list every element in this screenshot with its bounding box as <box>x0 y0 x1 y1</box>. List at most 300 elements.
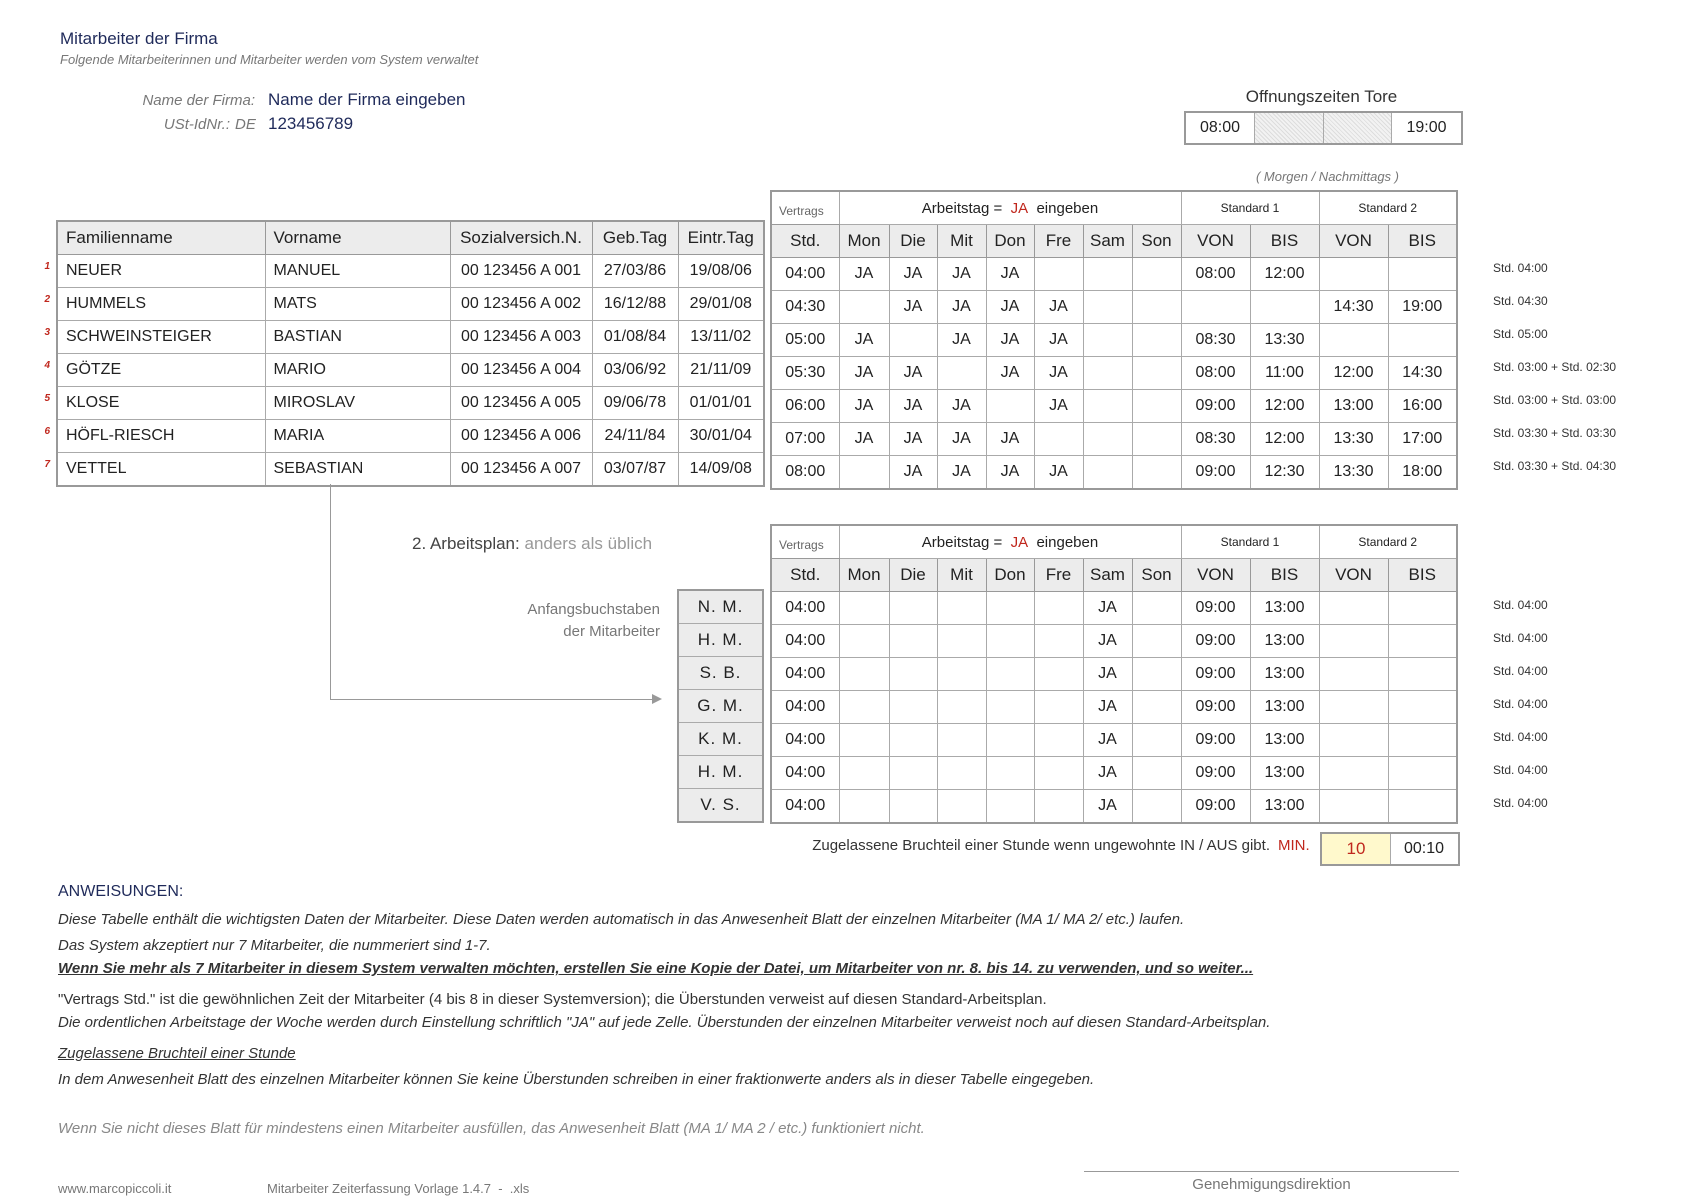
schedule2-day-cell[interactable] <box>986 658 1034 691</box>
employee-entry-date[interactable]: 30/01/04 <box>678 420 764 453</box>
employee-birth-date[interactable]: 03/06/92 <box>592 354 678 387</box>
employee-birth-date[interactable]: 01/08/84 <box>592 321 678 354</box>
employee-first-name[interactable]: MARIA <box>265 420 450 453</box>
col-day: Mon <box>839 225 889 258</box>
gates-note: ( Morgen / Nachmittags ) <box>1255 169 1399 184</box>
schedule2-row <box>771 691 1457 724</box>
employee-sv-number[interactable]: 00 123456 A 004 <box>450 354 592 387</box>
schedule-time-cell[interactable]: 08:00 <box>1181 258 1250 291</box>
schedule-row <box>771 357 1457 390</box>
schedule2-time-cell[interactable] <box>1319 790 1388 824</box>
schedule2-time-cell[interactable]: 09:00 <box>1181 658 1250 691</box>
schedule-day-cell[interactable]: JA <box>937 390 986 423</box>
schedule2-day-cell[interactable] <box>889 790 937 824</box>
schedule2-day-cell[interactable] <box>889 757 937 790</box>
schedule2-day-cell[interactable] <box>937 592 986 625</box>
employee-last-name[interactable]: SCHWEINSTEIGER <box>57 321 265 354</box>
footer-website[interactable]: www.marcopiccoli.it <box>58 1181 172 1196</box>
schedule2-time-cell[interactable] <box>1319 625 1388 658</box>
schedule2-time-cell[interactable]: 13:00 <box>1250 790 1319 824</box>
footer-product: Mitarbeiter Zeiterfassung Vorlage 1.4.7 - .xls <box>267 1181 530 1196</box>
instructions-title: ANWEISUNGEN: <box>58 883 184 900</box>
instruction-p7: In dem Anwesenheit Blatt des einzelnen Mitarbeiter können Sie keine Überstunden schreiben in einer fraktionwerte anders als in dieser Tabelle eingegeben. <box>58 1071 1095 1088</box>
schedule2-time-cell[interactable]: 09:00 <box>1181 592 1250 625</box>
schedule-row <box>771 291 1457 324</box>
schedule2-day-cell[interactable] <box>839 592 889 625</box>
schedule2-time-cell[interactable] <box>1388 658 1457 691</box>
schedule-time-cell[interactable]: 13:00 <box>1319 390 1388 423</box>
employee-first-name[interactable]: SEBASTIAN <box>265 453 450 487</box>
schedule2-time-cell[interactable]: 13:00 <box>1250 625 1319 658</box>
schedule2-time-cell[interactable] <box>1388 790 1457 824</box>
schedule2-day-cell[interactable] <box>937 724 986 757</box>
schedule2-day-cell[interactable] <box>839 658 889 691</box>
employee-row <box>57 420 764 453</box>
schedule-time-cell[interactable] <box>1319 324 1388 357</box>
schedule-day-cell[interactable]: JA <box>839 357 889 390</box>
schedule2-day-cell[interactable] <box>839 790 889 824</box>
schedule2-time-cell[interactable]: 13:00 <box>1250 658 1319 691</box>
schedule2-day-cell[interactable] <box>1034 724 1083 757</box>
schedule-day-cell[interactable]: JA <box>937 423 986 456</box>
schedule2-day-cell[interactable] <box>1132 658 1181 691</box>
schedule-day-cell[interactable]: JA <box>986 291 1034 324</box>
gates-open[interactable]: 08:00 <box>1186 113 1255 143</box>
schedule2-day-cell[interactable] <box>1132 757 1181 790</box>
col-day: Fre <box>1034 225 1083 258</box>
schedule2-day-cell[interactable] <box>1132 592 1181 625</box>
schedule2-day-cell[interactable] <box>889 625 937 658</box>
schedule2-time-cell[interactable]: 09:00 <box>1181 790 1250 824</box>
schedule2-day-cell[interactable] <box>839 625 889 658</box>
col-von: VON <box>1181 225 1250 258</box>
schedule2-day-cell[interactable] <box>937 757 986 790</box>
employee-sv-number[interactable]: 00 123456 A 001 <box>450 255 592 288</box>
employee-last-name[interactable]: KLOSE <box>57 387 265 420</box>
schedule-day-cell[interactable]: JA <box>986 324 1034 357</box>
schedule-time-cell[interactable]: 12:00 <box>1319 357 1388 390</box>
initials-row <box>678 590 763 624</box>
schedule-day-cell[interactable] <box>1132 456 1181 490</box>
col-day: Sam <box>1083 225 1132 258</box>
schedule2-time-cell[interactable] <box>1319 658 1388 691</box>
schedule-day-cell[interactable] <box>1034 423 1083 456</box>
employee-birth-date[interactable]: 03/07/87 <box>592 453 678 487</box>
schedule-day-cell[interactable]: JA <box>839 324 889 357</box>
schedule2-day-cell[interactable]: JA <box>1083 724 1132 757</box>
schedule2-time-cell[interactable] <box>1319 592 1388 625</box>
schedule2-day-cell[interactable] <box>1034 790 1083 824</box>
schedule-std[interactable]: 04:00 <box>771 258 839 291</box>
schedule2-std[interactable]: 04:00 <box>771 757 839 790</box>
row-hours-note: Std. 04:00 <box>1493 261 1548 275</box>
schedule-day-cell[interactable]: JA <box>889 291 937 324</box>
schedule2-day-cell[interactable] <box>1132 790 1181 824</box>
employee-entry-date[interactable]: 19/08/06 <box>678 255 764 288</box>
employee-first-name[interactable]: MANUEL <box>265 255 450 288</box>
arbeitstag-ja: JA <box>1010 199 1029 217</box>
schedule-time-cell[interactable]: 14:30 <box>1319 291 1388 324</box>
schedule2-header-row <box>771 559 1457 592</box>
employee-birth-date[interactable]: 24/11/84 <box>592 420 678 453</box>
schedule2-day-cell[interactable] <box>1034 625 1083 658</box>
row-hours-note: Std. 04:00 <box>1493 763 1548 777</box>
instruction-p6: Zugelassene Bruchteil einer Stunde <box>58 1045 296 1062</box>
employee-first-name[interactable]: MATS <box>265 288 450 321</box>
schedule-day-cell[interactable] <box>1083 390 1132 423</box>
plan2-title <box>412 534 652 554</box>
schedule2-day-cell[interactable]: JA <box>1083 625 1132 658</box>
schedule2-day-cell[interactable] <box>937 625 986 658</box>
schedule-time-cell[interactable]: 13:30 <box>1250 324 1319 357</box>
schedule-day-cell[interactable]: JA <box>1034 390 1083 423</box>
initials-cell[interactable]: V. S. <box>678 789 763 823</box>
schedule2-day-cell[interactable] <box>986 724 1034 757</box>
blank-cell <box>771 191 839 225</box>
schedule-day-cell[interactable] <box>1083 258 1132 291</box>
employee-last-name[interactable]: HUMMELS <box>57 288 265 321</box>
schedule2-std[interactable]: 04:00 <box>771 592 839 625</box>
schedule-day-cell[interactable] <box>1132 258 1181 291</box>
employee-entry-date[interactable]: 21/11/09 <box>678 354 764 387</box>
schedule-time-cell[interactable]: 16:00 <box>1388 390 1457 423</box>
employee-sv-number[interactable]: 00 123456 A 003 <box>450 321 592 354</box>
row-hours-note: Std. 03:30 + Std. 03:30 <box>1493 426 1617 440</box>
schedule2-time-cell[interactable] <box>1388 625 1457 658</box>
col-sozial: Sozialversich.N. <box>450 221 592 255</box>
initials-row <box>678 624 763 657</box>
schedule-time-cell[interactable] <box>1181 291 1250 324</box>
row-hours-note: Std. 04:30 <box>1493 294 1548 308</box>
schedule2-time-cell[interactable]: 13:00 <box>1250 757 1319 790</box>
row-number: 3 <box>44 327 50 338</box>
schedule2-day-cell[interactable] <box>839 724 889 757</box>
arbeitstag-pre: Arbeitstag = <box>921 533 1003 551</box>
schedule-time-cell[interactable]: 14:30 <box>1388 357 1457 390</box>
schedule2-std[interactable]: 04:00 <box>771 724 839 757</box>
schedule2-row <box>771 592 1457 625</box>
page-subtitle: Folgende Mitarbeiterinnen und Mitarbeiter werden vom System verwaltet <box>60 52 479 67</box>
schedule-row <box>771 324 1457 357</box>
initials-cell[interactable]: N. M. <box>678 590 763 624</box>
schedule-std[interactable]: 08:00 <box>771 456 839 490</box>
schedule-time-cell[interactable] <box>1319 258 1388 291</box>
row-number: 6 <box>44 426 50 437</box>
schedule2-day-cell[interactable]: JA <box>1083 691 1132 724</box>
arbeitstag-header-2 <box>839 525 1181 559</box>
schedule-day-cell[interactable] <box>839 456 889 490</box>
schedule2-day-cell[interactable] <box>1034 592 1083 625</box>
initials-label-1: Anfangsbuchstaben <box>527 601 660 618</box>
col-geb: Geb.Tag <box>592 221 678 255</box>
schedule2-day-cell[interactable] <box>1034 757 1083 790</box>
schedule-day-cell[interactable] <box>1132 357 1181 390</box>
schedule2-day-cell[interactable] <box>937 691 986 724</box>
standard2-header: Standard 2 <box>1319 191 1457 225</box>
standard2-header-2: Standard 2 <box>1319 525 1457 559</box>
schedule-time-cell[interactable]: 12:30 <box>1250 456 1319 490</box>
schedule-std[interactable]: 04:30 <box>771 291 839 324</box>
schedule-std[interactable]: 05:30 <box>771 357 839 390</box>
employee-entry-date[interactable]: 14/09/08 <box>678 453 764 487</box>
schedule2-time-cell[interactable]: 09:00 <box>1181 691 1250 724</box>
col-std: Std. <box>771 559 839 592</box>
employee-sv-number[interactable]: 00 123456 A 007 <box>450 453 592 487</box>
schedule2-day-cell[interactable] <box>889 658 937 691</box>
schedule2-day-cell[interactable] <box>1034 691 1083 724</box>
company-field[interactable]: Name der Firma eingeben <box>268 90 466 109</box>
schedule-day-cell[interactable]: JA <box>937 456 986 490</box>
employee-entry-date[interactable]: 01/01/01 <box>678 387 764 420</box>
schedule2-day-cell[interactable] <box>986 625 1034 658</box>
gates-close[interactable]: 19:00 <box>1406 119 1447 136</box>
schedule-day-cell[interactable]: JA <box>889 456 937 490</box>
employee-birth-date[interactable]: 09/06/78 <box>592 387 678 420</box>
row-hours-note: Std. 04:00 <box>1493 697 1548 711</box>
schedule-day-cell[interactable]: JA <box>889 357 937 390</box>
employee-header-row <box>57 221 764 255</box>
schedule-header-row <box>771 225 1457 258</box>
initials-cell[interactable]: S. B. <box>678 657 763 690</box>
schedule-time-cell[interactable]: 13:30 <box>1319 423 1388 456</box>
employee-first-name[interactable]: MIROSLAV <box>265 387 450 420</box>
schedule2-row <box>771 724 1457 757</box>
schedule-day-cell[interactable]: JA <box>986 423 1034 456</box>
employee-row <box>57 354 764 387</box>
schedule2-day-cell[interactable] <box>986 691 1034 724</box>
schedule-time-cell[interactable]: 12:00 <box>1250 390 1319 423</box>
schedule2-day-cell[interactable]: JA <box>1083 658 1132 691</box>
schedule-day-cell[interactable]: JA <box>889 258 937 291</box>
schedule-day-cell[interactable]: JA <box>839 390 889 423</box>
schedule2-time-cell[interactable] <box>1388 724 1457 757</box>
standard1-header: Standard 1 <box>1181 191 1319 225</box>
fraction-min-input[interactable]: 10 <box>1320 832 1391 866</box>
schedule-day-cell[interactable] <box>1132 324 1181 357</box>
instruction-p4: "Vertrags Std." ist die gewöhnlichen Zeit der Mitarbeiter (4 bis 8 in dieser Systemversion); die Überstunden verweist auf diesen Standard-Arbeitsplan. <box>58 991 1047 1008</box>
schedule2-day-cell[interactable] <box>889 691 937 724</box>
schedule2-std[interactable]: 04:00 <box>771 625 839 658</box>
schedule2-time-cell[interactable] <box>1319 691 1388 724</box>
schedule-time-cell[interactable]: 18:00 <box>1388 456 1457 490</box>
schedule2-std[interactable]: 04:00 <box>771 790 839 824</box>
schedule-day-cell[interactable]: JA <box>839 423 889 456</box>
gates-box <box>1184 111 1463 145</box>
schedule2-time-cell[interactable] <box>1319 757 1388 790</box>
initials-label-2: der Mitarbeiter <box>563 623 660 640</box>
row-hours-note: Std. 04:00 <box>1493 631 1548 645</box>
schedule-day-cell[interactable]: JA <box>1034 324 1083 357</box>
schedule-day-cell[interactable] <box>1083 291 1132 324</box>
initials-table <box>677 589 764 823</box>
initials-row <box>678 756 763 789</box>
employee-last-name[interactable]: VETTEL <box>57 453 265 487</box>
schedule2-time-cell[interactable]: 13:00 <box>1250 592 1319 625</box>
initials-cell[interactable]: G. M. <box>678 690 763 723</box>
arbeitstag-pre: Arbeitstag = <box>921 199 1003 217</box>
plan2-title-main: 2. Arbeitsplan: <box>412 534 520 553</box>
col-von: VON <box>1181 559 1250 592</box>
schedule-day-cell[interactable] <box>1083 423 1132 456</box>
initials-cell[interactable]: H. M. <box>678 756 763 789</box>
row-hours-note: Std. 04:00 <box>1493 730 1548 744</box>
schedule-day-cell[interactable]: JA <box>937 324 986 357</box>
schedule2-std[interactable]: 04:00 <box>771 658 839 691</box>
row-number: 7 <box>44 459 50 470</box>
schedule-day-cell[interactable] <box>986 390 1034 423</box>
schedule-day-cell[interactable]: JA <box>986 456 1034 490</box>
schedule2-time-cell[interactable]: 09:00 <box>1181 724 1250 757</box>
schedule-time-cell[interactable]: 13:30 <box>1319 456 1388 490</box>
employee-last-name[interactable]: HÖFL-RIESCH <box>57 420 265 453</box>
schedule-time-cell[interactable] <box>1250 291 1319 324</box>
schedule-day-cell[interactable] <box>1083 456 1132 490</box>
vat-field[interactable]: 123456789 <box>268 114 354 133</box>
col-bis: BIS <box>1250 559 1319 592</box>
schedule-time-cell[interactable] <box>1388 324 1457 357</box>
schedule2-day-cell[interactable] <box>1034 658 1083 691</box>
schedule-day-cell[interactable] <box>1132 291 1181 324</box>
schedule-day-cell[interactable] <box>1132 423 1181 456</box>
schedule-day-cell[interactable]: JA <box>889 390 937 423</box>
schedule-day-cell[interactable] <box>1083 324 1132 357</box>
schedule2-day-cell[interactable] <box>1132 724 1181 757</box>
initials-row <box>678 789 763 823</box>
arbeitstag-post: eingeben <box>1036 533 1099 551</box>
schedule2-day-cell[interactable] <box>986 592 1034 625</box>
schedule-day-cell[interactable]: JA <box>1034 291 1083 324</box>
schedule-time-cell[interactable]: 08:30 <box>1181 423 1250 456</box>
employee-entry-date[interactable]: 13/11/02 <box>678 321 764 354</box>
schedule2-day-cell[interactable] <box>937 790 986 824</box>
row-number: 1 <box>44 261 50 272</box>
employee-entry-date[interactable]: 29/01/08 <box>678 288 764 321</box>
schedule-time-cell[interactable]: 08:30 <box>1181 324 1250 357</box>
initials-row <box>678 723 763 756</box>
initials-cell[interactable]: K. M. <box>678 723 763 756</box>
schedule-std[interactable]: 06:00 <box>771 390 839 423</box>
schedule2-time-cell[interactable]: 09:00 <box>1181 625 1250 658</box>
schedule-day-cell[interactable]: JA <box>1034 357 1083 390</box>
employee-sv-number[interactable]: 00 123456 A 005 <box>450 387 592 420</box>
initials-cell[interactable]: H. M. <box>678 624 763 657</box>
employee-birth-date[interactable]: 27/03/86 <box>592 255 678 288</box>
schedule2-day-cell[interactable] <box>1132 625 1181 658</box>
schedule2-day-cell[interactable] <box>986 790 1034 824</box>
col-day: Sam <box>1083 559 1132 592</box>
employee-sv-number[interactable]: 00 123456 A 006 <box>450 420 592 453</box>
employee-birth-date[interactable]: 16/12/88 <box>592 288 678 321</box>
schedule-day-cell[interactable]: JA <box>1034 456 1083 490</box>
schedule-day-cell[interactable]: JA <box>937 291 986 324</box>
employee-last-name[interactable]: GÖTZE <box>57 354 265 387</box>
schedule2-day-cell[interactable] <box>986 757 1034 790</box>
row-number: 5 <box>44 393 50 404</box>
schedule2-day-cell[interactable]: JA <box>1083 790 1132 824</box>
schedule2-day-cell[interactable] <box>1132 691 1181 724</box>
schedule-time-cell[interactable]: 12:00 <box>1250 423 1319 456</box>
employee-first-name[interactable]: MARIO <box>265 354 450 387</box>
schedule2-day-cell[interactable] <box>839 691 889 724</box>
schedule-time-cell[interactable]: 11:00 <box>1250 357 1319 390</box>
schedule-time-cell[interactable]: 09:00 <box>1181 390 1250 423</box>
employee-first-name[interactable]: BASTIAN <box>265 321 450 354</box>
schedule-day-cell[interactable]: JA <box>937 258 986 291</box>
schedule-day-cell[interactable] <box>1083 357 1132 390</box>
schedule2-time-cell[interactable] <box>1319 724 1388 757</box>
gates-hatch <box>1255 113 1392 143</box>
schedule-row <box>771 258 1457 291</box>
schedule-day-cell[interactable] <box>889 324 937 357</box>
standard1-header-2: Standard 1 <box>1181 525 1319 559</box>
col-vorname: Vorname <box>265 221 450 255</box>
schedule2-time-cell[interactable] <box>1388 592 1457 625</box>
schedule2-day-cell[interactable] <box>889 592 937 625</box>
schedule2-day-cell[interactable] <box>889 724 937 757</box>
signature-label: Genehmigungsdirektion <box>1192 1176 1351 1193</box>
schedule-time-cell[interactable] <box>1388 258 1457 291</box>
schedule-day-cell[interactable] <box>937 357 986 390</box>
schedule-time-cell[interactable]: 17:00 <box>1388 423 1457 456</box>
schedule-std[interactable]: 05:00 <box>771 324 839 357</box>
schedule2-time-cell[interactable] <box>1388 757 1457 790</box>
row-hours-note: Std. 03:30 + Std. 04:30 <box>1493 459 1617 473</box>
schedule2-day-cell[interactable] <box>839 757 889 790</box>
schedule2-day-cell[interactable]: JA <box>1083 757 1132 790</box>
schedule-day-cell[interactable] <box>839 291 889 324</box>
instruction-p8: Wenn Sie nicht dieses Blatt für mindestens einen Mitarbeiter ausfüllen, das Anwesenheit Blatt (MA 1/ MA 2 / etc.) funktioniert nicht. <box>58 1120 925 1137</box>
col-von: VON <box>1319 559 1388 592</box>
col-day: Die <box>889 559 937 592</box>
schedule-time-cell[interactable]: 09:00 <box>1181 456 1250 490</box>
row-number: 2 <box>44 294 50 305</box>
schedule-table <box>770 190 1458 490</box>
schedule2-day-cell[interactable] <box>937 658 986 691</box>
schedule-time-cell[interactable]: 19:00 <box>1388 291 1457 324</box>
employee-sv-number[interactable]: 00 123456 A 002 <box>450 288 592 321</box>
arbeitstag-post: eingeben <box>1036 199 1099 217</box>
schedule-day-cell[interactable]: JA <box>839 258 889 291</box>
schedule-time-cell[interactable]: 08:00 <box>1181 357 1250 390</box>
schedule-day-cell[interactable]: JA <box>889 423 937 456</box>
schedule2-time-cell[interactable] <box>1388 691 1457 724</box>
col-bis: BIS <box>1388 559 1457 592</box>
schedule2-time-cell[interactable]: 09:00 <box>1181 757 1250 790</box>
vertrags-label: Vertrags <box>779 204 824 218</box>
connector-horizontal <box>330 699 652 700</box>
schedule2-time-cell[interactable]: 13:00 <box>1250 724 1319 757</box>
schedule-day-cell[interactable]: JA <box>986 258 1034 291</box>
schedule2-time-cell[interactable]: 13:00 <box>1250 691 1319 724</box>
schedule2-std[interactable]: 04:00 <box>771 691 839 724</box>
initials-row <box>678 690 763 723</box>
employee-last-name[interactable]: NEUER <box>57 255 265 288</box>
schedule-row <box>771 423 1457 456</box>
col-bis: BIS <box>1388 225 1457 258</box>
schedule2-row <box>771 757 1457 790</box>
schedule-time-cell[interactable]: 12:00 <box>1250 258 1319 291</box>
schedule-day-cell[interactable] <box>1132 390 1181 423</box>
col-day: Mon <box>839 559 889 592</box>
schedule-day-cell[interactable] <box>1034 258 1083 291</box>
schedule-std[interactable]: 07:00 <box>771 423 839 456</box>
schedule2-day-cell[interactable]: JA <box>1083 592 1132 625</box>
col-day: Mit <box>937 559 986 592</box>
connector-vertical <box>330 484 331 700</box>
instruction-p2: Das System akzeptiert nur 7 Mitarbeiter, die nummeriert sind 1-7. <box>58 937 491 954</box>
schedule-day-cell[interactable]: JA <box>986 357 1034 390</box>
gates-hatch-divider <box>1323 113 1324 143</box>
